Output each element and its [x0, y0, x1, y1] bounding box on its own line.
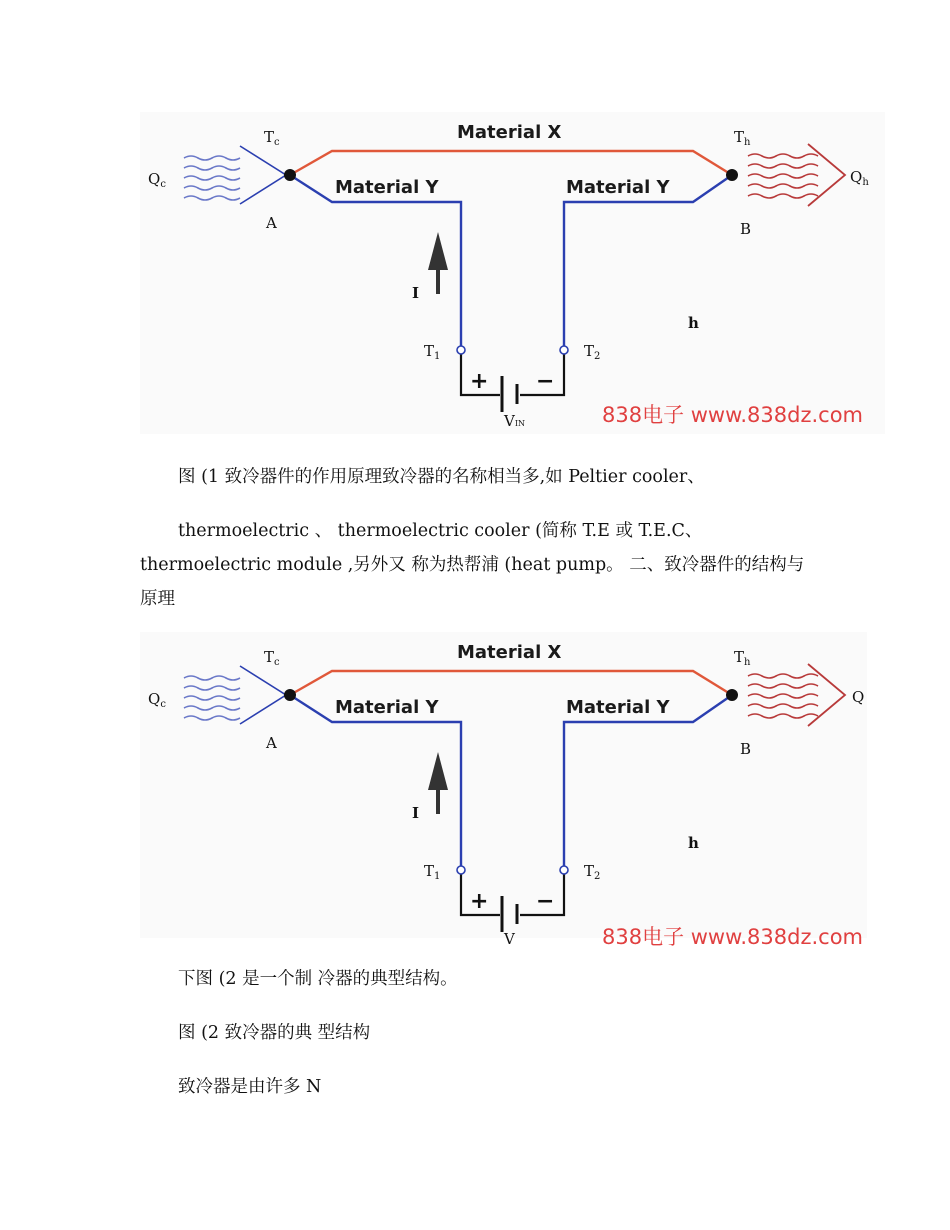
- paragraph-structure-start: 致冷器是由许多 N: [178, 1077, 322, 1097]
- thermoelectric-diagram-1: [140, 112, 885, 434]
- diagram-svg-1: [140, 112, 885, 434]
- current-label: I: [412, 804, 420, 822]
- hot-heat-waves: [748, 674, 818, 718]
- terminal-t1: [457, 346, 465, 354]
- material-x-label: Material X: [457, 122, 562, 143]
- terminal-t1: [457, 866, 465, 874]
- minus-sign: −: [536, 889, 555, 914]
- qc-label: $Q_c$: [148, 170, 166, 190]
- material-y-right-wire: [564, 175, 732, 350]
- cold-heat-waves: [184, 156, 240, 200]
- qh-label: Q: [852, 688, 865, 706]
- current-label: I: [412, 284, 420, 302]
- material-x-wire: [290, 671, 732, 695]
- h-label: h: [688, 314, 699, 332]
- t2-label: $T_2$: [584, 342, 601, 362]
- cold-arrow-head: [240, 666, 286, 724]
- t1-label: $T_1$: [424, 862, 441, 882]
- cold-arrow-head: [240, 146, 286, 204]
- th-label: $T_h$: [734, 128, 751, 148]
- junction-a-dot: [284, 689, 296, 701]
- junction-b-label: B: [740, 740, 752, 758]
- junction-b-dot: [726, 169, 738, 181]
- caption-figure-2: 图 (2 致冷器的典 型结构: [178, 1023, 371, 1043]
- plus-sign: +: [470, 889, 489, 914]
- junction-b-label: B: [740, 220, 752, 238]
- material-x-wire: [290, 151, 732, 175]
- vin-label: V: [504, 930, 515, 948]
- terminal-t2: [560, 866, 568, 874]
- junction-a-dot: [284, 169, 296, 181]
- watermark: 838电子 www.838dz.com: [602, 925, 863, 949]
- junction-a-label: A: [266, 214, 277, 232]
- caption-figure-1: 图 (1 致冷器件的作用原理致冷器的名称相当多,如 Peltier cooler、: [178, 467, 705, 487]
- material-y-right-label: Material Y: [566, 697, 670, 718]
- paragraph-aliases: thermoelectric 、 thermoelectric cooler (简称 T.E 或 T.E.C、thermoelectric module ,另外又 称为热帮浦 (heat pump。 二、致冷器件的结构与原理: [140, 521, 805, 609]
- tc-label: $T_c$: [264, 648, 280, 668]
- hot-heat-waves: [748, 154, 818, 198]
- current-arrow-head: [428, 752, 448, 790]
- qh-label: $Q_h$: [850, 168, 869, 188]
- watermark: 838电子 www.838dz.com: [602, 403, 863, 427]
- cold-heat-waves: [184, 676, 240, 720]
- plus-sign: +: [470, 369, 489, 394]
- tc-label: $T_c$: [264, 128, 280, 148]
- material-y-right-wire: [564, 695, 732, 870]
- t1-label: $T_1$: [424, 342, 441, 362]
- material-x-label: Material X: [457, 642, 562, 663]
- h-label: h: [688, 834, 699, 852]
- th-label: $T_h$: [734, 648, 751, 668]
- material-y-left-label: Material Y: [335, 697, 439, 718]
- t2-label: $T_2$: [584, 862, 601, 882]
- vin-label: VIN: [504, 412, 526, 430]
- junction-a-label: A: [266, 734, 277, 752]
- junction-b-dot: [726, 689, 738, 701]
- thermoelectric-diagram-2: [140, 632, 867, 949]
- material-y-left-label: Material Y: [335, 177, 439, 198]
- minus-sign: −: [536, 369, 555, 394]
- current-arrow-head: [428, 232, 448, 270]
- diagram-svg-2: [140, 632, 867, 949]
- terminal-t2: [560, 346, 568, 354]
- material-y-right-label: Material Y: [566, 177, 670, 198]
- qc-label: $Q_c$: [148, 690, 166, 710]
- figure-2-intro: 下图 (2 是一个制 冷器的典型结构。: [178, 969, 458, 989]
